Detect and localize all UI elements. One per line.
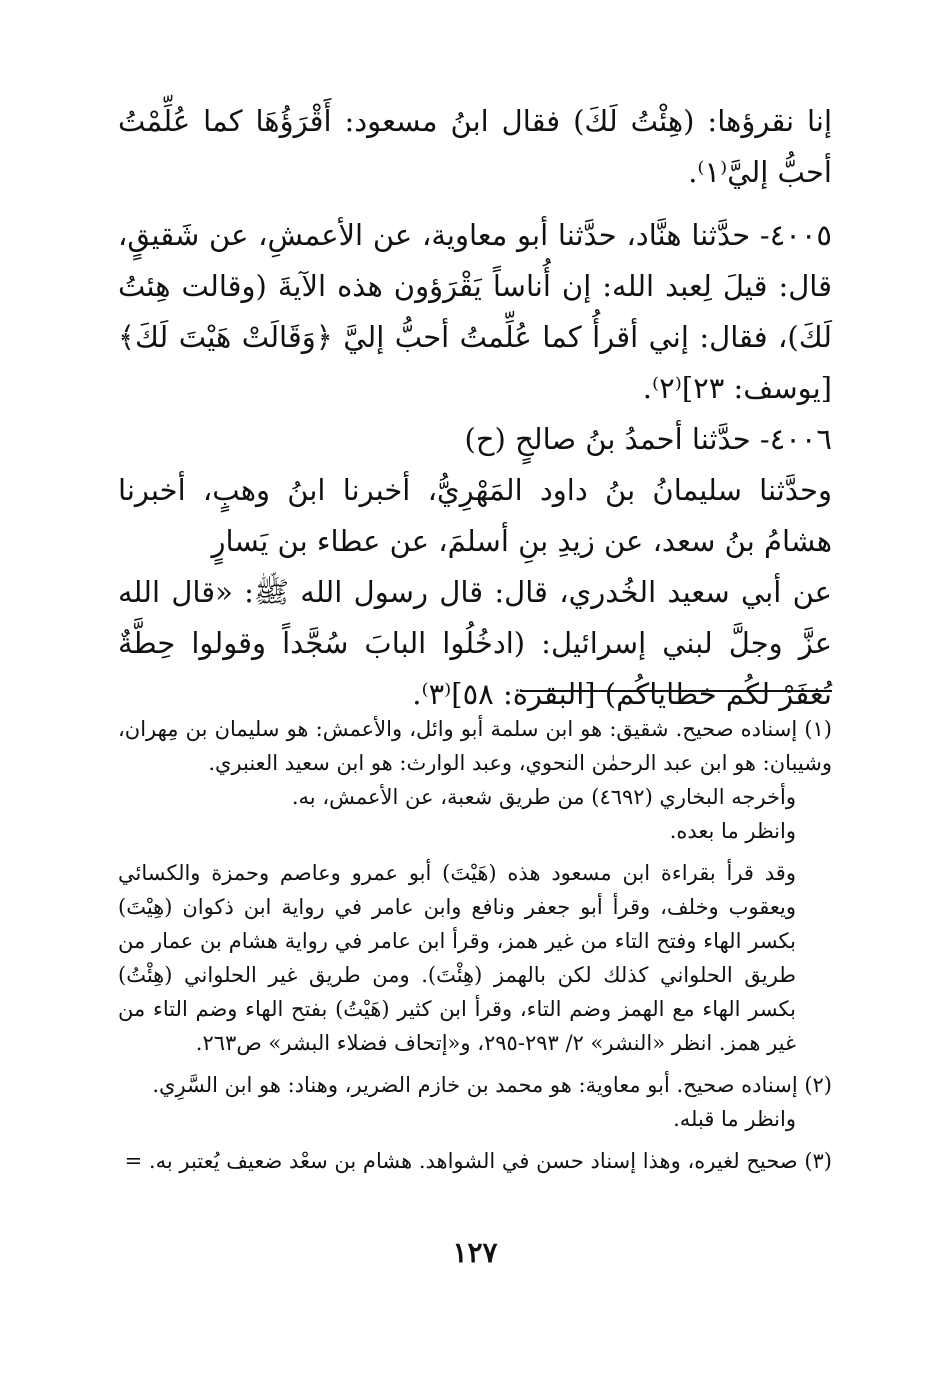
footnote-1-line: وأخرجه البخاري (٤٦٩٢) من طريق شعبة، عن الأعمش، به. bbox=[291, 785, 796, 809]
hadith-4006-text: عن أبي سعيد الخُدري، قال: قال رسول الله ﷺ: «قال الله عزَّ وجلَّ لبني إسرائيل: (ادخُلُوا البابَ سُجَّداً وقولوا حِطَّةٌ تُغفَرْ لكُم خطاياكُم) [البقرة: ٥٨]⁽٣⁾. bbox=[118, 575, 832, 711]
footnote-2-line: وانظر ما قبله. bbox=[673, 1107, 796, 1131]
footnote-1-line: وقد قرأ بقراءة ابن مسعود هذه (هَيْتَ) أبو عمرو وعاصم وحمزة والكسائي ويعقوب وخلف، وقرأ أبو جعفر ونافع وابن عامر في رواية ابن ذكوان (هِيْتَ) بكسر الهاء وفتح التاء من غير همز، وقرأ ابن عامر في رواية هشام بن عمار من طريق الحلواني كذلك لكن بالهمز (هِئْتَ). ومن طريق غير الحلواني (هِئْتُ) بكسر الهاء مع الهمز وضم التاء، وقرأ ابن كثير (هَيْتُ) بفتح الهاء وضم التاء من غير همز. انظر «النشر» ٢/ ٢٩٣-٢٩٥، و«إتحاف فضلاء البشر» ص٢٦٣. bbox=[118, 861, 796, 1055]
main-text bbox=[118, 96, 832, 720]
footnote-1-line: (١) إسناده صحيح. شقيق: هو ابن سلمة أبو وائل، والأعمش: هو سليمان بن مِهران، وشيبان: هو ابن عبد الرحمٰن النحوي، وعبد الوارث: هو ابن سعيد العنبري. bbox=[118, 717, 832, 775]
footnotes bbox=[118, 712, 832, 1178]
footnote-3-line: (٣) صحيح لغيره، وهذا إسناد حسن في الشواهد. هشام بن سعْد ضعيف يُعتبر به. = bbox=[124, 1149, 832, 1173]
page-number: ١٢٧ bbox=[452, 1236, 498, 1269]
hadith-4006-chain-2: وحدَّثنا سليمانُ بنُ داود المَهْرِيُّ، أخبرنا ابنُ وهبٍ، أخبرنا هشامُ بنُ سعد، عن زيدِ بنِ أسلمَ، عن عطاء بن يَسارٍ bbox=[118, 473, 832, 558]
hadith-4005: ٤٠٠٥- حدَّثنا هنَّاد، حدَّثنا أبو معاوية، عن الأعمشِ، عن شَقيقٍ، قال: قيلَ لِعبد الله: إن أُناساً يَقْرَؤون هذه الآيةَ (وقالت هِئتُ لَكَ)، فقال: إني أقرأُ كما عُلِّمتُ أحبُّ إليَّ ﴿وَقَالَتْ هَيْتَ لَكَ﴾ [يوسف: ٢٣]⁽٢⁾. bbox=[118, 218, 832, 405]
footnote-divider bbox=[520, 690, 832, 692]
footnote-2-line: (٢) إسناده صحيح. أبو معاوية: هو محمد بن خازم الضرير، وهناد: هو ابن السَّرِي. bbox=[152, 1073, 832, 1097]
hadith-4006-chain-1: ٤٠٠٦- حدَّثنا أحمدُ بنُ صالحٍ (ح) bbox=[464, 422, 832, 456]
footnote-1-line: وانظر ما بعده. bbox=[669, 819, 796, 843]
paragraph-continuation: إنا نقرؤها: (هِئْتُ لَكَ) فقال ابنُ مسعود: أَقْرَؤُهَا كما عُلِّمْتُ أحبُّ إليَّ⁽١⁾. bbox=[118, 104, 832, 189]
